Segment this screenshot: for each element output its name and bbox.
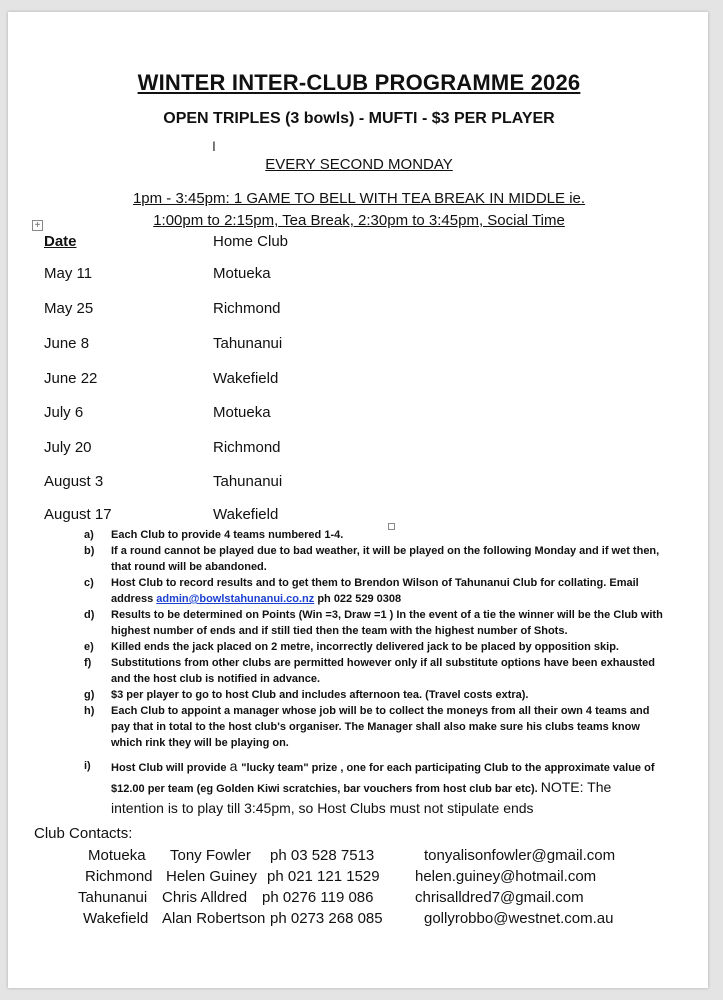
table-move-handle-icon[interactable]: + bbox=[32, 220, 43, 231]
rule-item bbox=[84, 655, 664, 687]
rule-label: e) bbox=[84, 641, 94, 653]
time-line-1: 1pm - 3:45pm: 1 GAME TO BELL WITH TEA BREAK IN MIDDLE ie. bbox=[132, 190, 586, 207]
rule-label: g) bbox=[84, 689, 95, 701]
rule-label: d) bbox=[84, 609, 95, 621]
rule-item bbox=[84, 543, 664, 575]
time-line-2: 1:00pm to 2:15pm, Tea Break, 2:30pm to 3:45pm, Social Time bbox=[153, 212, 565, 229]
rule-item bbox=[84, 575, 664, 607]
contact-email: chrisalldred7@gmail.com bbox=[415, 889, 584, 906]
contact-email: tonyalisonfowler@gmail.com bbox=[424, 847, 616, 864]
text-cursor-icon: I bbox=[212, 138, 216, 154]
schedule-date: June 8 bbox=[44, 335, 90, 352]
schedule-club: Tahunanui bbox=[213, 473, 283, 490]
contact-name: Tony Fowler bbox=[170, 847, 251, 864]
rule-item bbox=[84, 527, 664, 543]
rule-item bbox=[84, 639, 664, 655]
page-subtitle: OPEN TRIPLES (3 bowls) - MUFTI - $3 PER PLAYER bbox=[163, 110, 555, 127]
contacts-heading: Club Contacts: bbox=[34, 825, 133, 842]
schedule-date: August 3 bbox=[44, 473, 104, 490]
rule-text: $3 per player to go to host Club and includes afternoon tea. (Travel costs extra). bbox=[111, 689, 529, 701]
contact-club: Richmond bbox=[85, 868, 153, 885]
date-column-header: Date bbox=[44, 233, 77, 250]
schedule-club: Motueka bbox=[213, 265, 271, 282]
rule-label: c) bbox=[84, 577, 94, 589]
schedule-date: May 25 bbox=[44, 300, 94, 317]
contact-club: Tahunanui bbox=[78, 889, 148, 906]
contact-name: Helen Guiney bbox=[166, 868, 257, 885]
contact-club: Wakefield bbox=[83, 910, 149, 927]
schedule-date: June 22 bbox=[44, 370, 98, 387]
schedule-club: Wakefield bbox=[213, 506, 279, 523]
rule-text: Substitutions from other clubs are permitted however only if all substitute options have been exhausted and the host club is notified in advance. bbox=[111, 657, 655, 685]
rule-text: Results to be determined on Points (Win =3, Draw =1 ) In the event of a tie the winner will be the Club with highest number of ends and if still tied then the team with the highest number of Shots. bbox=[111, 609, 663, 637]
schedule-club: Richmond bbox=[213, 300, 281, 317]
rules-list bbox=[84, 527, 664, 820]
contact-name: Chris Alldred bbox=[162, 889, 248, 906]
schedule-date: July 20 bbox=[44, 439, 92, 456]
contact-phone: ph 0276 119 086 bbox=[262, 889, 374, 906]
schedule-date: May 11 bbox=[44, 265, 93, 282]
rule-label: a) bbox=[84, 529, 94, 541]
rule-text: Each Club to provide 4 teams numbered 1-4. bbox=[111, 529, 344, 541]
page-title: WINTER INTER-CLUB PROGRAMME 2026 bbox=[137, 70, 581, 95]
rule-text: a bbox=[229, 758, 242, 774]
schedule-date: July 6 bbox=[44, 404, 84, 421]
schedule-club: Wakefield bbox=[213, 370, 279, 387]
schedule-club: Richmond bbox=[213, 439, 281, 456]
rule-text: Host Club to record results and to get them to Brendon Wilson of Tahunanui Club for collating. Email address bbox=[111, 577, 639, 605]
frequency-line: EVERY SECOND MONDAY bbox=[265, 156, 453, 173]
rule-text: Killed ends the jack placed on 2 metre, incorrectly delivered jack to be placed by opposition skip. bbox=[111, 641, 619, 653]
email-link[interactable]: admin@bowlstahunanui.co.nz bbox=[156, 593, 315, 605]
contact-phone: ph 021 121 1529 bbox=[267, 868, 380, 885]
contact-email: gollyrobbo@westnet.com.au bbox=[424, 910, 614, 927]
contact-name: Alan Robertson bbox=[162, 910, 266, 927]
schedule-club: Motueka bbox=[213, 404, 271, 421]
rule-text-phone: ph 022 529 0308 bbox=[314, 593, 402, 605]
rule-label: i) bbox=[84, 760, 91, 772]
rule-item bbox=[84, 607, 664, 639]
club-column-header: Home Club bbox=[213, 233, 289, 250]
rule-label: f) bbox=[84, 657, 92, 669]
contact-email: helen.guiney@hotmail.com bbox=[415, 868, 597, 885]
contact-club: Motueka bbox=[88, 847, 146, 864]
rule-text: If a round cannot be played due to bad weather, it will be played on the following Monday and if wet then, that round will be abandoned. bbox=[111, 545, 660, 573]
schedule-date: August 17 bbox=[44, 506, 112, 523]
rule-item bbox=[84, 703, 664, 751]
rule-label: h) bbox=[84, 705, 95, 717]
rule-text: Host Club will provide bbox=[111, 762, 230, 774]
rule-text: Each Club to appoint a manager whose job will be to collect the moneys from all their own 4 teams and pay that in total to the host club's organiser. The Manager shall also make sure his clubs teams know which rink they will be playing on. bbox=[111, 705, 650, 749]
rule-item bbox=[84, 687, 664, 703]
rule-text: "lucky team" prize , one for each participating Club to the approximate value of $12.00 per team (eg Golden Kiwi scratchies, bar vouchers from host club bar etc). bbox=[111, 762, 655, 795]
rule-item bbox=[84, 757, 664, 820]
rule-note: NOTE: The intention is to play till 3:45pm, so Host Clubs must not stipulate ends bbox=[111, 779, 612, 816]
contact-phone: ph 03 528 7513 bbox=[270, 847, 375, 864]
contact-phone: ph 0273 268 085 bbox=[270, 910, 383, 927]
schedule-club: Tahunanui bbox=[213, 335, 283, 352]
rule-label: b) bbox=[84, 545, 95, 557]
